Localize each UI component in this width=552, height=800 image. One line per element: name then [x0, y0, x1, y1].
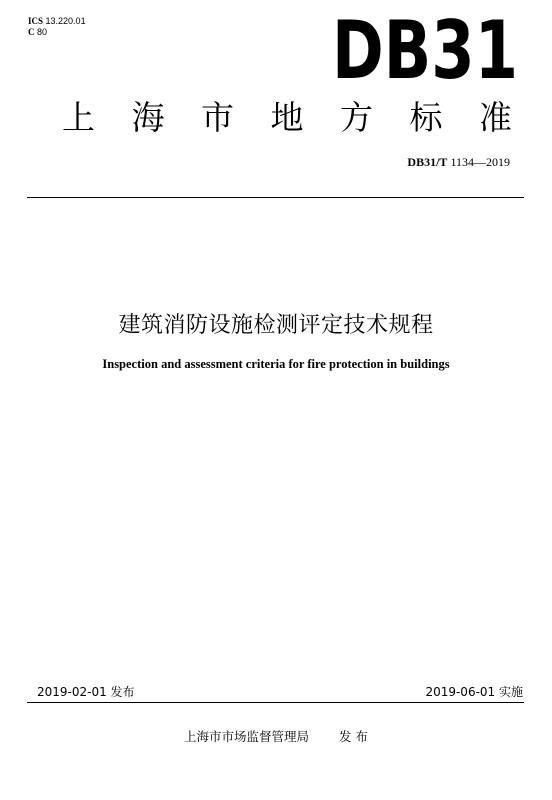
- document-title: 建筑消防设施检测评定技术规程: [118, 313, 434, 338]
- publisher-line: [0, 727, 552, 745]
- ics-label: ICS: [28, 16, 44, 26]
- db31-logo-text: DB31: [332, 4, 518, 97]
- db31-logo: [332, 4, 522, 97]
- standard-number-value: 1134—2019: [450, 155, 510, 169]
- ccs-line: [28, 27, 86, 38]
- document-subtitle: Inspection and assessment criteria for fire protection in buildings: [102, 357, 450, 371]
- issue-date: 2019-02-01 发布: [37, 685, 135, 699]
- standard-number: [407, 155, 510, 170]
- standard-code: DB31/T: [407, 155, 448, 169]
- publish-action: 发 布: [339, 729, 368, 744]
- implementation-date: 2019-06-01 实施: [425, 685, 523, 699]
- ics-code: 13.220.01: [45, 16, 86, 26]
- ics-line: [28, 16, 86, 27]
- classification-block: [28, 16, 86, 38]
- standard-title: 上海市地方标准: [62, 98, 549, 137]
- publisher-name: 上海市市场监督管理局: [184, 729, 310, 744]
- footer-divider: [27, 702, 524, 703]
- header-divider: [27, 197, 524, 198]
- ccs-label: C: [28, 27, 35, 37]
- ccs-code: 80: [37, 27, 48, 37]
